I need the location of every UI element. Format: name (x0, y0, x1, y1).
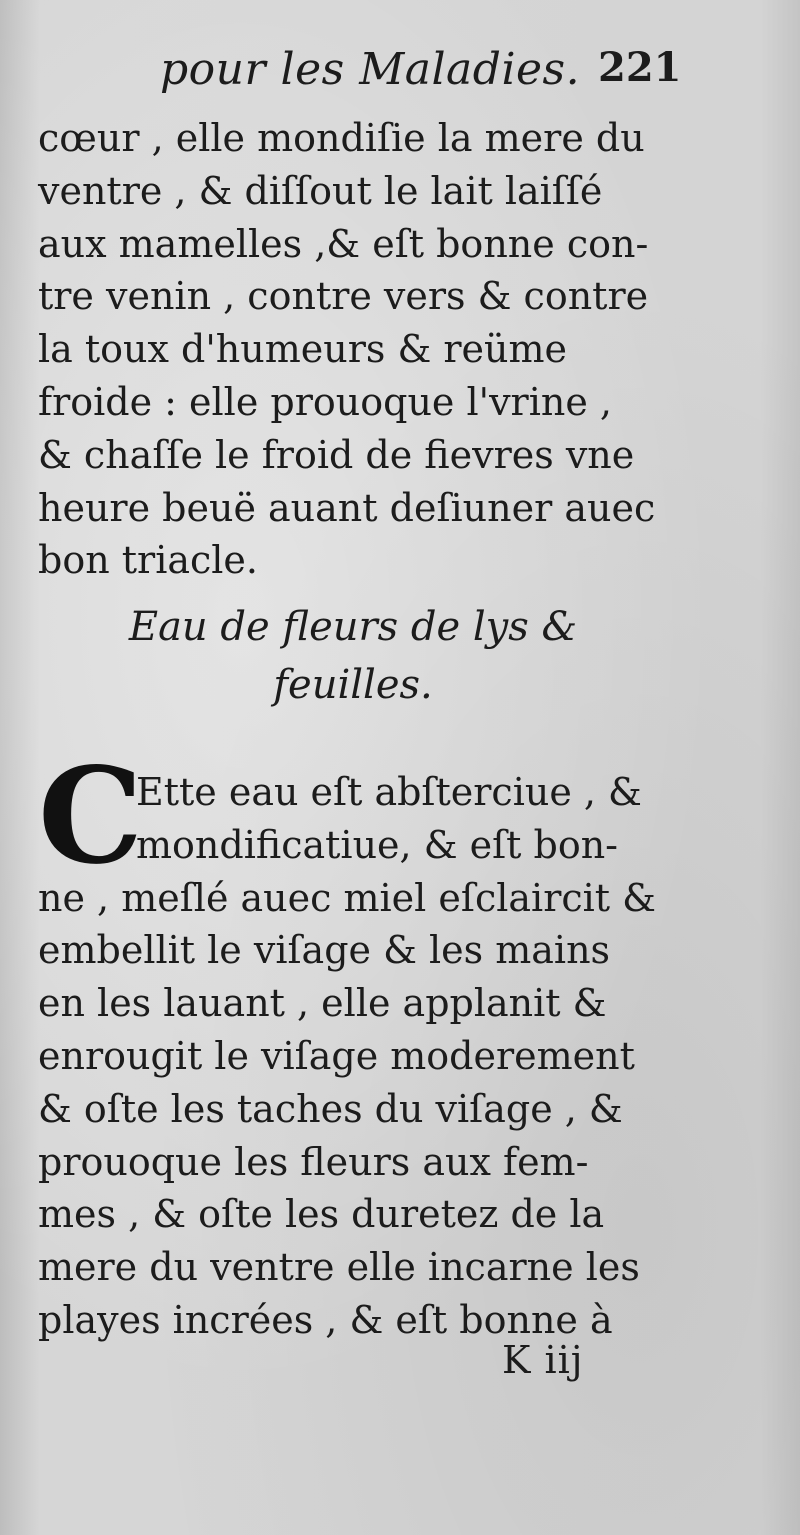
text-line: tre venin , contre vers & contre (38, 274, 649, 319)
text-line: & oſte les taches du viſage , & (38, 1086, 623, 1131)
heading-line: feuilles. (273, 662, 433, 708)
text-line: Ette eau eſt abſterciue , & (136, 770, 642, 814)
text-line: mere du ventre elle incarne les (38, 1245, 640, 1290)
text-line: froide : elle prouoque l'vrine , (38, 379, 612, 424)
paragraph-body (38, 766, 668, 1347)
running-title: pour les Maladies. (160, 44, 581, 95)
drop-capital: C (38, 739, 144, 894)
text-line: mondificatiue, & eſt bon- (136, 822, 619, 867)
section-heading (38, 598, 668, 714)
text-line: & chaſſe le froid de fievres vne (38, 432, 635, 477)
text-line: la toux d'humeurs & reüme (38, 327, 568, 372)
paragraph-continuation (38, 112, 668, 587)
heading-line: Eau de fleurs de lys & (128, 604, 578, 650)
text-line: playes incrées , & eſt bonne à (38, 1297, 613, 1342)
text-line: aux mamelles ,& eſt bonne con- (38, 221, 649, 266)
text-line: heure beuë auant deſiuner auec (38, 485, 656, 530)
text-line: mes , & oſte les duretez de la (38, 1192, 605, 1237)
text-line: en les lauant , elle applanit & (38, 981, 607, 1026)
text-line: prouoque les fleurs aux fem- (38, 1139, 589, 1184)
text-line: cœur , elle mondiſie la mere du (38, 116, 645, 160)
text-line: ventre , & diſſout le lait laiſſé (38, 168, 603, 213)
text-line: embellit le viſage & les mains (38, 928, 611, 973)
running-head (0, 40, 800, 110)
signature-mark: K iij (502, 1338, 584, 1382)
page-number: 221 (598, 44, 682, 91)
text-line: bon triacle. (38, 538, 259, 583)
text-line: enrougit le viſage moderement (38, 1033, 635, 1078)
text-line: ne , meſlé auec miel eſclaircit & (38, 875, 656, 920)
